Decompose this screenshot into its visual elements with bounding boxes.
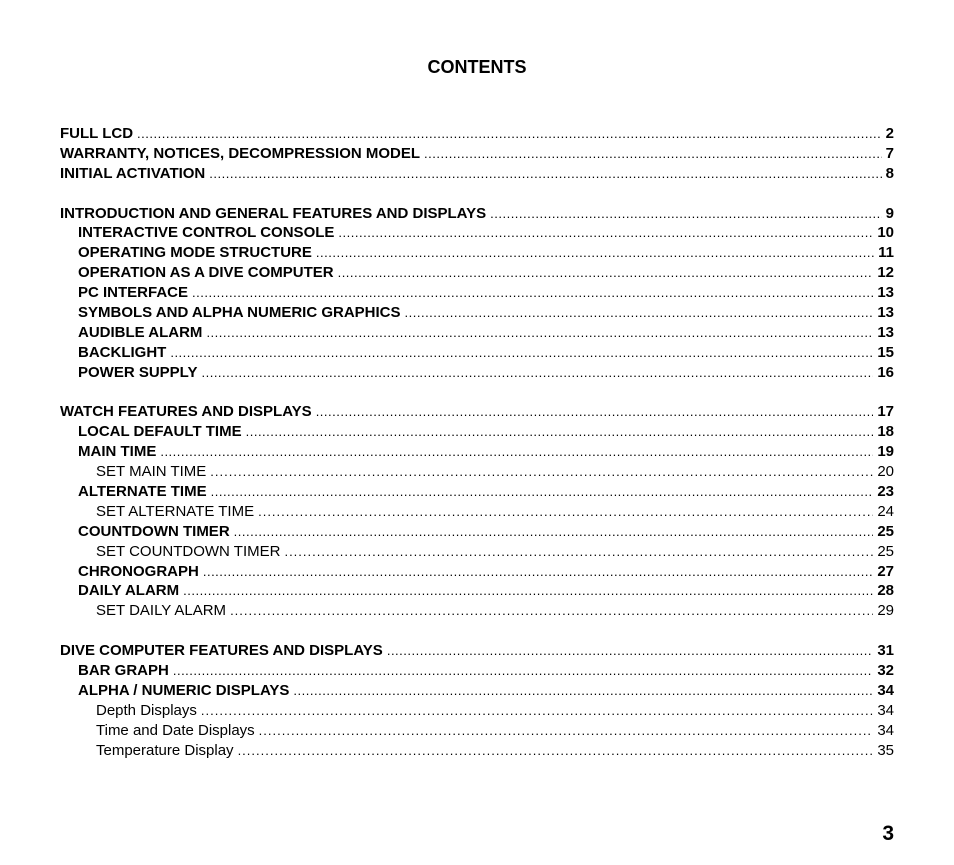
toc-entry-page: 8	[885, 164, 894, 182]
toc-entry-label: BAR GRAPH	[78, 662, 169, 680]
toc-entry	[0, 601, 954, 621]
toc-entry	[0, 641, 954, 661]
toc-entry-page: 34	[877, 681, 894, 699]
toc-entry-page: 2	[885, 125, 894, 142]
dot-leader	[206, 323, 873, 343]
dot-leader	[210, 462, 873, 482]
toc-entry-label: Depth Displays	[96, 701, 197, 719]
dot-leader	[201, 363, 873, 383]
toc-entry-label: CHRONOGRAPH	[78, 562, 199, 580]
dot-leader	[201, 701, 873, 721]
dot-leader	[170, 343, 873, 363]
toc-entry-label: INITIAL ACTIVATION	[60, 164, 206, 182]
toc-entry-label: MAIN TIME	[78, 443, 157, 461]
toc-entry	[0, 164, 954, 184]
toc-entry-label: AUDIBLE ALARM	[78, 323, 203, 341]
dot-leader	[338, 223, 873, 243]
toc-entry	[0, 741, 954, 761]
toc-entry	[0, 283, 954, 303]
dot-leader	[192, 283, 873, 303]
dot-leader	[173, 661, 873, 681]
dot-leader	[137, 124, 882, 144]
toc-entry-page: 17	[877, 403, 894, 421]
toc-entry-page: 34	[877, 701, 894, 719]
toc-entry-label: LOCAL DEFAULT TIME	[78, 423, 242, 441]
dot-leader	[293, 681, 873, 701]
dot-leader	[211, 482, 874, 502]
toc-entry-label: WATCH FEATURES AND DISPLAYS	[60, 403, 312, 421]
toc-entry	[0, 442, 954, 462]
toc-entry-page: 15	[877, 343, 894, 361]
dot-leader	[209, 164, 881, 184]
toc-entry-page: 27	[877, 562, 894, 580]
toc-entry-page: 11	[878, 244, 894, 262]
toc-entry	[0, 243, 954, 263]
toc-entry-page: 16	[877, 363, 894, 381]
toc-entry	[0, 581, 954, 601]
toc-entry	[0, 701, 954, 721]
toc-entry-label: OPERATION AS A DIVE COMPUTER	[78, 264, 334, 282]
dot-leader	[284, 542, 873, 562]
toc-entry-page: 13	[877, 304, 894, 322]
toc-entry-page: 19	[877, 443, 894, 461]
dot-leader	[387, 641, 873, 661]
toc-entry	[0, 124, 954, 144]
toc-entry	[0, 204, 954, 224]
toc-entry-label: INTRODUCTION AND GENERAL FEATURES AND DISPLAYS	[60, 204, 487, 222]
toc-entry-label: WARRANTY, NOTICES, DECOMPRESSION MODEL	[60, 144, 421, 162]
toc-entry	[0, 661, 954, 681]
page-number: 3	[882, 822, 894, 845]
toc-entry-label: DAILY ALARM	[78, 582, 180, 600]
section-spacer	[0, 184, 954, 204]
dot-leader	[183, 581, 873, 601]
toc-entry-page: 29	[877, 602, 894, 620]
dot-leader	[230, 601, 873, 621]
section-spacer	[0, 621, 954, 641]
toc-entry-page: 13	[877, 284, 894, 302]
toc-entry-label: SYMBOLS AND ALPHA NUMERIC GRAPHICS	[78, 304, 401, 322]
toc-entry-page: 20	[877, 463, 894, 481]
toc-entry-page: 25	[877, 542, 894, 560]
toc-entry-label: SET COUNTDOWN TIMER	[96, 542, 281, 560]
toc-entry	[0, 303, 954, 323]
page-title: CONTENTS	[427, 57, 527, 77]
dot-leader	[316, 402, 874, 422]
toc-entry-page: 10	[877, 224, 894, 242]
toc-entry-page: 28	[877, 582, 894, 600]
toc-entry-label: PC INTERFACE	[78, 284, 189, 302]
dot-leader	[258, 502, 873, 522]
toc-entry	[0, 482, 954, 502]
dot-leader	[424, 144, 882, 164]
toc-entry-page: 25	[877, 522, 894, 540]
toc-entry-label: BACKLIGHT	[78, 343, 167, 361]
dot-leader	[238, 741, 874, 761]
table-of-contents	[0, 124, 954, 761]
toc-entry	[0, 144, 954, 164]
toc-entry-page: 13	[877, 323, 894, 341]
toc-entry-page: 31	[877, 642, 894, 660]
toc-entry-page: 9	[885, 204, 894, 222]
toc-entry-label: FULL LCD	[60, 125, 134, 142]
dot-leader	[316, 243, 874, 263]
toc-entry	[0, 343, 954, 363]
toc-entry-page: 32	[877, 662, 894, 680]
toc-entry	[0, 522, 954, 542]
dot-leader	[203, 562, 873, 582]
dot-leader	[490, 204, 882, 224]
toc-entry-page: 7	[885, 144, 894, 162]
dot-leader	[234, 522, 874, 542]
toc-entry	[0, 681, 954, 701]
toc-entry-page: 23	[877, 483, 894, 501]
toc-entry	[0, 542, 954, 562]
toc-entry-page: 18	[877, 423, 894, 441]
toc-entry	[0, 462, 954, 482]
toc-entry	[0, 422, 954, 442]
toc-entry	[0, 323, 954, 343]
dot-leader	[160, 442, 873, 462]
toc-entry-label: INTERACTIVE CONTROL CONSOLE	[78, 224, 335, 242]
toc-entry	[0, 562, 954, 582]
toc-entry-label: Temperature Display	[96, 741, 234, 759]
toc-entry	[0, 402, 954, 422]
toc-entry-label: OPERATING MODE STRUCTURE	[78, 244, 312, 262]
toc-entry-label: DIVE COMPUTER FEATURES AND DISPLAYS	[60, 642, 383, 660]
dot-leader	[259, 721, 874, 741]
toc-entry-label: COUNTDOWN TIMER	[78, 522, 230, 540]
toc-entry-page: 35	[877, 741, 894, 759]
toc-entry-label: ALTERNATE TIME	[78, 483, 207, 501]
dot-leader	[246, 422, 874, 442]
toc-entry	[0, 721, 954, 741]
toc-entry	[0, 363, 954, 383]
toc-entry-label: ALPHA / NUMERIC DISPLAYS	[78, 681, 290, 699]
toc-entry-page: 24	[877, 502, 894, 520]
toc-entry	[0, 502, 954, 522]
toc-entry	[0, 263, 954, 283]
toc-entry-page: 34	[877, 721, 894, 739]
dot-leader	[338, 263, 874, 283]
toc-entry-page: 12	[877, 264, 894, 282]
section-spacer	[0, 383, 954, 403]
toc-entry-label: SET ALTERNATE TIME	[96, 502, 255, 520]
toc-entry-label: SET DAILY ALARM	[96, 602, 227, 620]
toc-entry	[0, 223, 954, 243]
toc-entry-label: POWER SUPPLY	[78, 363, 198, 381]
toc-entry-label: Time and Date Displays	[96, 721, 255, 739]
toc-entry-label: SET MAIN TIME	[96, 463, 207, 481]
dot-leader	[405, 303, 874, 323]
